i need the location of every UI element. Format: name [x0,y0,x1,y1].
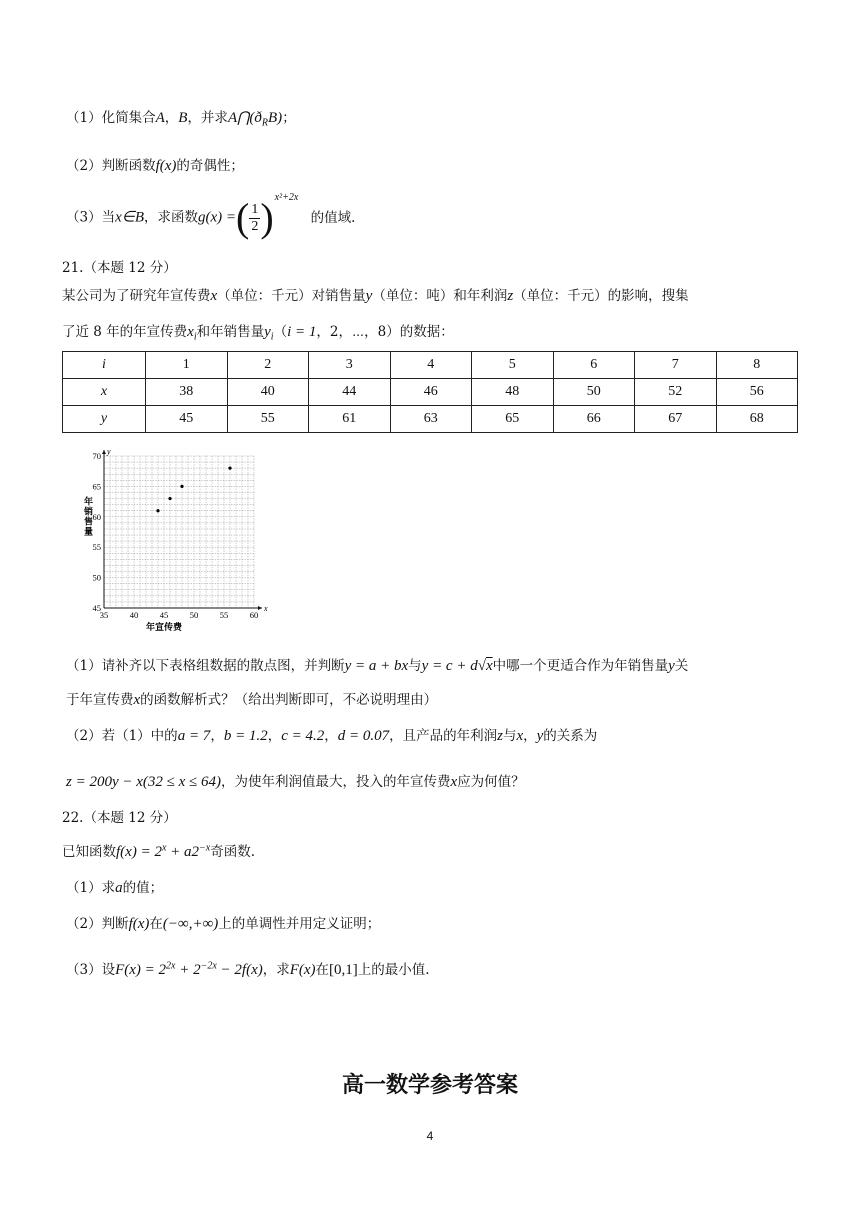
y-tick-label: 50 [92,572,101,583]
table-cell: 3 [309,352,391,379]
x-tick-label: 40 [129,610,139,620]
table-cell: 56 [716,379,798,406]
table-cell: 66 [553,406,635,433]
table-cell: 40 [227,379,309,406]
q20-part1: （1）化简集合A，B，并求$A⋂(ð_RB)$； [66,110,296,129]
table-cell: 65 [472,406,554,433]
q20-part3: （3）当x∈B，求函数g(x) =( $\frac{1}{2}$ )$^{x^2+2x}$ 的值域. [66,191,356,240]
data-point [228,467,231,470]
table-cell: 38 [146,379,228,406]
q20-part2: （2）判断函数f(x)的奇偶性； [66,158,244,174]
q21-intro-line2: 了近 8 年的年宣传费$x_i$和年销售量$y_i(i = 1$，2，⋯，8）的数据： [62,324,454,343]
y-axis-label-char: 量 [84,527,94,538]
table-row-label: x [63,379,146,406]
table-cell: 6 [553,352,635,379]
math-x-in-B: x∈B [115,209,144,226]
x-tick-label: 45 [159,610,169,620]
y-axis-arrow [102,450,106,454]
y-tick-label: 70 [92,451,101,461]
table-cell: 45 [146,406,228,433]
data-point [168,497,171,500]
answer-section-title: 高一数学参考答案 [341,1072,518,1098]
table-cell: 5 [472,352,554,379]
table-cell: 1 [146,352,228,379]
table-cell: 44 [309,379,391,406]
math-fx: f(x) [155,158,177,174]
q21-header: 21.（本题 12 分） [62,260,177,276]
table-row [63,406,798,433]
table-cell: 67 [635,406,717,433]
q22-header: 22.（本题 12 分） [62,810,177,826]
exponent: x²+2x [274,191,299,203]
table-cell: 46 [390,379,472,406]
x-axis-letter: x [264,604,268,613]
table-cell: 55 [227,406,309,433]
table-cell: 8 [716,352,798,379]
y-axis-label-char: 年 [84,497,94,508]
table-cell: 52 [635,379,717,406]
q21-part1-line1: （1）请补齐以下表格组数据的散点图，并判断y = a + bx与y = c + d√x中哪一个更适合作为年销售量y关 [66,658,689,674]
table-cell: 7 [635,352,717,379]
x-axis-arrow [258,606,262,610]
y-tick-label: 60 [92,511,101,522]
table-cell: 48 [472,379,554,406]
sqrt-sign: √ [477,658,486,674]
q22-stem: 已知函数$f(x) = 2^x + a2^{-x}$奇函数. [62,842,255,860]
q22-part1: （1）求a的值； [66,880,164,896]
table-row [63,352,798,379]
y-tick-label: 65 [92,481,101,492]
table-row-label: i [63,352,146,379]
q22-part3: （3）设$F(x) = 2^{2x} + 2^{-2x} - 2f(x)$，求F(x)在[0,1]上的最小值. [66,960,430,978]
data-point [180,485,183,488]
y-axis-label-char: 售 [84,517,94,528]
y-tick-label: 45 [92,603,101,613]
table-cell: 2 [227,352,309,379]
x-tick-label: 60 [249,610,259,620]
math-gx: g(x) = [197,209,237,226]
q21-intro-line1: 某公司为了研究年宣传费x（单位：千元）对销售量y（单位：吨）和年利润z（单位：千元）的影响，搜集 [62,288,689,304]
x-tick-label: 50 [189,610,199,620]
table-cell: 50 [553,379,635,406]
math-B: B [178,110,188,126]
math-A: A [155,110,165,126]
page-number: 4 [426,1129,434,1143]
scatter-chart [84,446,274,636]
table-cell: 63 [390,406,472,433]
fraction-half: $\frac{1}{2}$ [251,201,259,234]
table-cell: 68 [716,406,798,433]
q22-part2: （2）判断f(x)在(−∞,+∞)上的单调性并用定义证明； [66,916,381,932]
y-tick-label: 55 [92,542,101,553]
q21-part2-line1: （2）若（1）中的a = 7，b = 1.2，c = 4.2，d = 0.07，且产品的年利润z与x，y的关系为 [66,728,598,744]
table-cell: 4 [390,352,472,379]
table-row [63,379,798,406]
y-axis-label-char: 销 [84,507,94,518]
x-tick-label: 35 [99,610,109,620]
x-tick-label: 55 [219,610,229,620]
math-complement: A⋂(ð [227,110,262,126]
x-axis-label: 年宣传费 [145,623,183,633]
data-point [156,509,159,512]
data-table [62,351,798,433]
y-axis-letter: y [107,447,111,456]
q21-part1-line2: 于年宣传费x的函数解析式？（给出判断即可，不必说明理由） [66,692,438,708]
q21-part2-line2: z = 200y − x(32 ≤ x ≤ 64)，为使年利润值最大，投入的年宣传费x应为何值？ [66,774,525,790]
table-cell: 61 [309,406,391,433]
table-row-label: y [63,406,146,433]
